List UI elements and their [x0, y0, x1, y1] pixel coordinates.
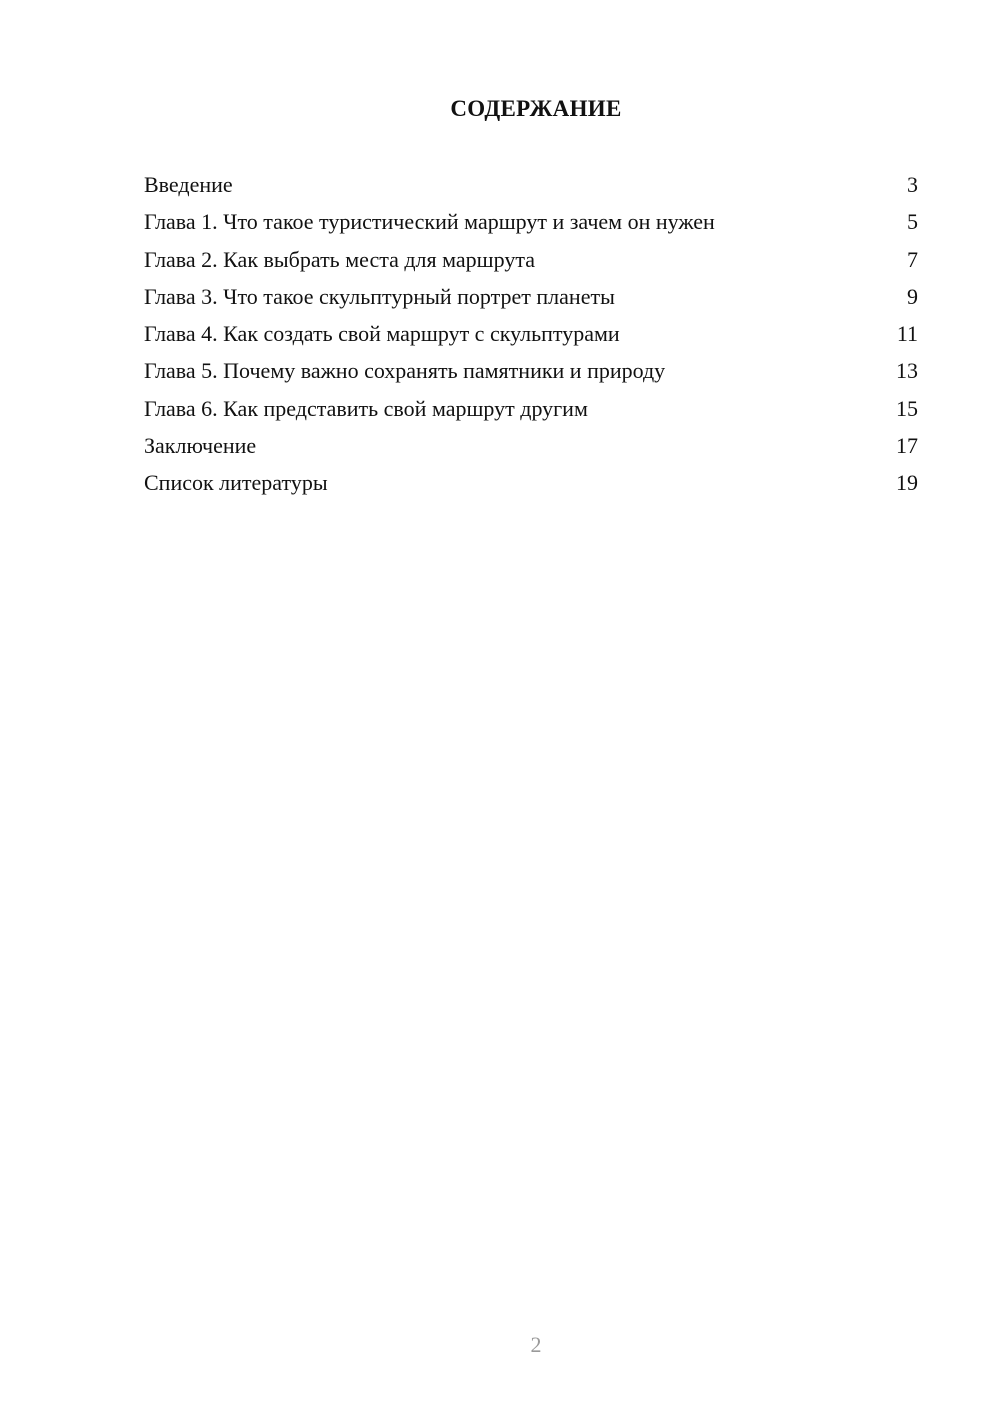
toc-entry-page: 17 [896, 433, 918, 459]
toc-entry-page: 5 [907, 209, 918, 235]
toc-entry-label: Глава 4. Как создать свой маршрут с скульптурами [144, 321, 620, 347]
toc-title: СОДЕРЖАНИЕ [450, 96, 622, 121]
toc-entry [144, 354, 918, 391]
toc-entry [144, 205, 918, 242]
toc-entry-page: 7 [907, 246, 918, 272]
toc-entry-page: 9 [907, 283, 918, 309]
toc-entry-label: Глава 1. Что такое туристический маршрут и зачем он нужен [144, 209, 715, 235]
toc-entry-page: 13 [896, 358, 918, 384]
table-of-contents [144, 168, 918, 504]
toc-entry [144, 317, 918, 354]
toc-entry [144, 392, 918, 429]
toc-entry [144, 429, 918, 466]
toc-entry-label: Глава 2. Как выбрать места для маршрута [144, 246, 535, 272]
toc-entry-label: Глава 6. Как представить свой маршрут другим [144, 395, 588, 421]
toc-entry [144, 466, 918, 503]
toc-entry-page: 3 [907, 172, 918, 197]
toc-entry-label: Список литературы [144, 470, 328, 496]
page-number: 2 [530, 1332, 542, 1357]
toc-entry [144, 243, 918, 280]
toc-entry [144, 168, 918, 205]
toc-entry-label: Глава 3. Что такое скульптурный портрет планеты [144, 283, 615, 309]
toc-entry-label: Введение [144, 172, 233, 197]
toc-entry-page: 11 [896, 321, 918, 347]
toc-entry-page: 15 [896, 395, 918, 421]
toc-entry-label: Глава 5. Почему важно сохранять памятники и природу [144, 358, 666, 384]
toc-entry-label: Заключение [144, 433, 257, 459]
toc-entry-page: 19 [896, 470, 918, 496]
toc-entry [144, 280, 918, 317]
